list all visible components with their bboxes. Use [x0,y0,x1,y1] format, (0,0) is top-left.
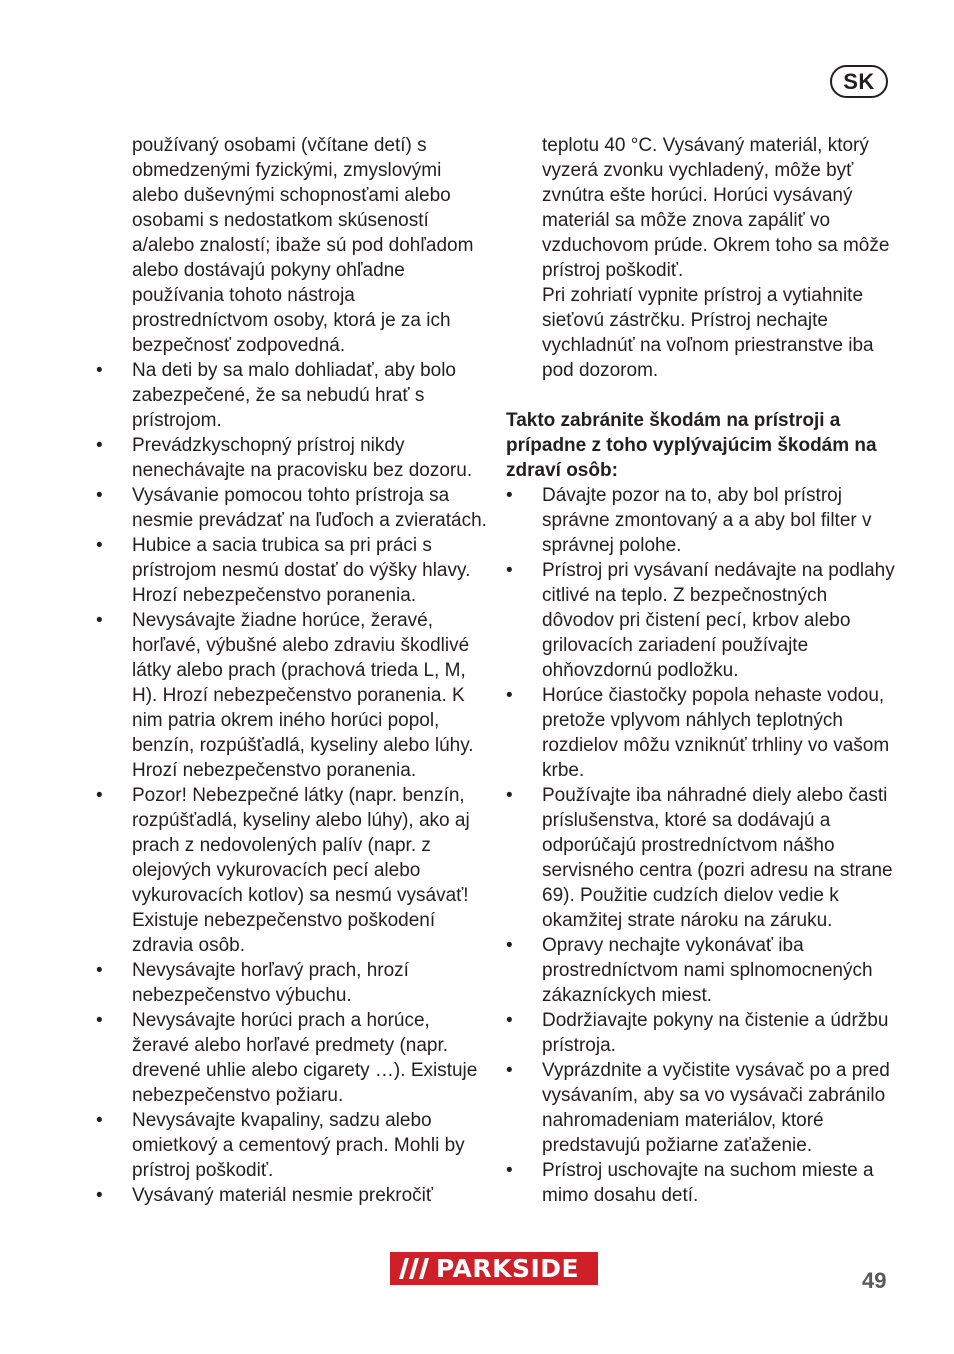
bullet-icon: • [96,360,103,381]
list-item [96,1008,488,1108]
language-badge: SK [830,65,888,98]
logo-stripes-icon [390,1252,434,1285]
list-item-text: Nevysávajte kvapaliny, sadzu alebo omietkový a cementový prach. Mohli by prístroj poškodiť. [132,1110,465,1181]
bullet-icon: • [96,435,103,456]
list-item [96,783,488,958]
bullet-icon: • [96,960,103,981]
list-item [96,958,488,1008]
list-item-text: Vysávanie pomocou tohto prístroja sa nesmie prevádzať na ľuďoch a zvieratách. [132,485,487,531]
bullet-icon: • [506,685,513,706]
left-column [96,133,488,1208]
list-item-text: Dávajte pozor na to, aby bol prístroj správne zmontovaný a a aby bol filter v správnej polohe. [542,485,872,556]
list-item-text: Prevádzkyschopný prístroj nikdy nenechávajte na pracovisku bez dozoru. [132,435,473,481]
list-item [96,1183,488,1208]
continuation-paragraph: Pri zohriatí vypnite prístroj a vytiahnite sieťovú zástrčku. Prístroj nechajte vychladnúť na voľnom priestranstve iba pod dozorom. [542,285,874,381]
list-item [96,608,488,783]
bullet-icon: • [506,1010,513,1031]
list-item [96,533,488,608]
list-item-text: Nevysávajte horľavý prach, hrozí nebezpečenstvo výbuchu. [132,960,409,1006]
bullet-icon: • [96,1110,103,1131]
list-item-text: Prístroj pri vysávaní nedávajte na podlahy citlivé na teplo. Z bezpečnostných dôvodov pri čistení pecí, krbov alebo grilovacích zariadení používajte ohňovzdornú podložku. [542,560,895,681]
parkside-logo [390,1252,598,1285]
logo-wordmark: PARKSIDE [436,1254,580,1283]
bullet-icon: • [96,610,103,631]
bullet-icon: • [506,485,513,506]
list-item [506,1058,898,1158]
list-item-text: Dodržiavajte pokyny na čistenie a údržbu prístroja. [542,1010,889,1056]
page-number: 49 [862,1268,887,1293]
list-item [506,1158,898,1208]
bullet-icon: • [506,935,513,956]
section-heading: Takto zabránite škodám na prístroji a prípadne z toho vyplývajúcim škodám na zdraví osôb: [506,410,877,481]
list-item-text: Prístroj uschovajte na suchom mieste a mimo dosahu detí. [542,1160,874,1206]
bullet-icon: • [96,785,103,806]
list-item-text: Vysávaný materiál nesmie prekročiť [132,1185,434,1206]
list-item [506,1008,898,1058]
list-item [506,933,898,1008]
list-item [506,483,898,558]
list-item [96,1108,488,1183]
list-item [96,483,488,533]
list-item-text: Nevysávajte horúci prach a horúce, žeravé alebo horľavé predmety (napr. drevené uhlie alebo cigarety …). Existuje nebezpečenstvo požiaru. [132,1010,478,1106]
list-item [506,683,898,783]
list-item [506,783,898,933]
bullet-icon: • [96,1185,103,1206]
intro-paragraph: používaný osobami (včítane detí) s obmedzenými fyzickými, zmyslovými alebo duševnými schopnosťami alebo osobami s nedostatkom skúseností a/alebo znalostí; ibaže sú pod dohľadom alebo dostávajú pokyny ohľadne používania tohoto nástroja prostredníctvom osoby, ktorá je za ich bezpečnosť zodpovedná. [132,135,474,356]
list-item-text: Horúce čiastočky popola nehaste vodou, pretože vplyvom náhlych teplotných rozdielov môžu vzniknúť trhliny vo vašom krbe. [542,685,890,781]
list-item-text: Pozor! Nebezpečné látky (napr. benzín, rozpúšťadlá, kyseliny alebo lúhy), ako aj prach z nedovolených palív (napr. z olejových vykurovacích pecí alebo vykurovacích kotlov) sa nesmú vysávať! Existuje nebezpečenstvo poškodení zdravia osôb. [132,785,470,956]
right-column [506,133,898,1208]
list-item [96,433,488,483]
bullet-icon: • [96,1010,103,1031]
bullet-icon: • [506,1160,513,1181]
bullet-icon: • [506,1060,513,1081]
list-item-text: Vyprázdnite a vyčistite vysávač po a pred vysávaním, aby sa vo vysávači zabránilo nahromadeniam materiálov, ktoré predstavujú požiarne zaťaženie. [542,1060,890,1156]
list-item-text: Na deti by sa malo dohliadať, aby bolo zabezpečené, že sa nebudú hrať s prístrojom. [132,360,456,431]
bullet-icon: • [506,785,513,806]
bullet-icon: • [506,560,513,581]
list-item-text: Používajte iba náhradné diely alebo časti príslušenstva, ktoré sa dodávajú a odporúčajú prostredníctvom nášho servisného centra (pozri adresu na strane 69). Použitie cudzích dielov vedie k okamžitej strate nároku na záruku. [542,785,893,931]
list-item-text: Opravy nechajte vykonávať iba prostredníctvom nami splnomocnených zákazníckych miest. [542,935,873,1006]
list-item [96,358,488,433]
list-item-text: Nevysávajte žiadne horúce, žeravé, horľavé, výbušné alebo zdraviu škodlivé látky alebo prach (prachová trieda L, M, H). Hrozí nebezpečenstvo poranenia. K nim patria okrem iného horúci popol, benzín, rozpúšťadlá, kyseliny alebo lúhy. Hrozí nebezpečenstvo poranenia. [132,610,474,781]
bullet-icon: • [96,485,103,506]
spacer [506,383,898,408]
list-item-text: Hubice a sacia trubica sa pri práci s prístrojom nesmú dostať do výšky hlavy. Hrozí nebezpečenstvo poranenia. [132,535,471,606]
bullet-icon: • [96,535,103,556]
continuation-paragraph: teplotu 40 °C. Vysávaný materiál, ktorý vyzerá zvonku vychladený, môže byť zvnútra ešte horúci. Horúci vysávaný materiál sa môže znova zapáliť vo vzduchovom prúde. Okrem toho sa môže prístroj poškodiť. [542,135,890,281]
list-item [506,558,898,683]
